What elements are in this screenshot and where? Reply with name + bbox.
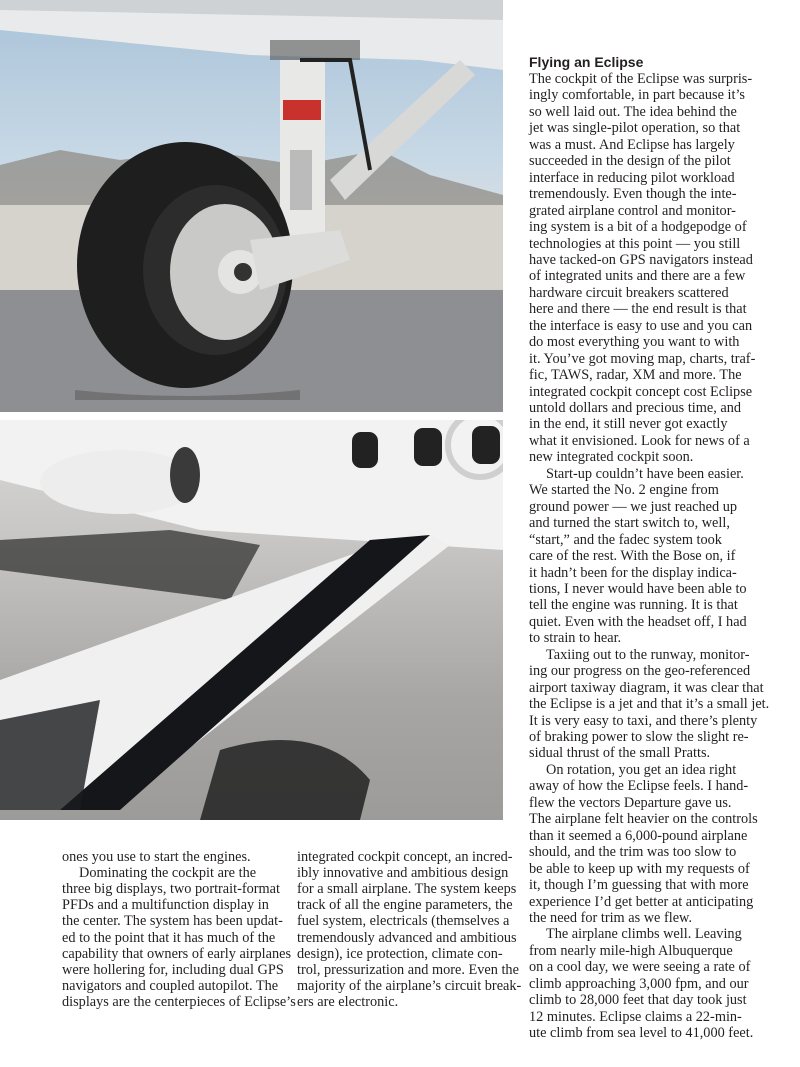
text-line: for a small airplane. The system keeps	[297, 881, 517, 898]
text-line: hardware circuit breakers scattered	[529, 284, 729, 301]
text-line: quiet. Even with the headset off, I had	[529, 613, 747, 630]
text-line: three big displays, two portrait-format	[62, 881, 280, 898]
text-line: so well laid out. The idea behind the	[529, 103, 737, 120]
text-line: flew the vectors Departure gave us.	[529, 794, 732, 811]
text-line: fic, TAWS, radar, XM and more. The	[529, 367, 742, 384]
landing-gear-photo	[0, 0, 503, 412]
paragraph-first-line: On rotation, you get an idea right	[546, 761, 737, 778]
text-line: have tacked-on GPS navigators instead	[529, 251, 753, 268]
text-line: integrated cockpit concept cost Eclipse	[529, 383, 753, 400]
text-line: in the end, it still never got exactly	[529, 416, 728, 433]
text-line: design), ice protection, climate con-	[297, 945, 503, 962]
text-line: The airplane felt heavier on the controls	[529, 811, 758, 828]
text-line: track of all the engine parameters, the	[297, 897, 513, 914]
text-line: here and there — the end result is that	[529, 301, 747, 318]
text-line: care of the rest. With the Bose on, if	[529, 548, 736, 565]
text-line: do most everything you want to with	[529, 334, 740, 351]
text-line: climb approaching 3,000 fpm, and our	[529, 975, 749, 992]
text-line: interface in reducing pilot workload	[529, 169, 735, 186]
paragraph-first-line: Start-up couldn’t have been easier.	[546, 465, 744, 482]
text-line: of integrated units and there are a few	[529, 268, 746, 285]
text-line: tions, I never would have been able to	[529, 580, 747, 597]
text-line: technologies at this point — you still	[529, 235, 741, 252]
text-line: climb to 28,000 feet that day took just	[529, 992, 747, 1009]
text-line: tell the engine was running. It is that	[529, 597, 738, 614]
text-line: sidual thrust of the small Pratts.	[529, 745, 711, 762]
landing-gear-illustration	[0, 0, 503, 412]
text-line: tremendously. Even though the inte-	[529, 186, 737, 203]
text-line: of braking power to slow the slight re-	[529, 729, 749, 745]
text-line: than it seemed a 6,000-pound airplane	[529, 827, 748, 844]
text-line: ingly comfortable, in part because it’s	[529, 87, 745, 104]
text-line: it, though I’m guessing that with more	[529, 877, 749, 894]
text-line: be able to keep up with my requests of	[529, 860, 750, 877]
text-line: ing our progress on the geo-referenced	[529, 663, 751, 680]
bottom-middle-article-column	[297, 849, 522, 1019]
text-line: PFDs and a multifunction display in	[62, 897, 269, 914]
text-line: were hollering for, including dual GPS	[62, 961, 284, 978]
wing-fuselage-photo	[0, 420, 503, 820]
text-line: the interface is easy to use and you can	[529, 317, 753, 334]
text-line: tremendously advanced and ambitious	[297, 929, 517, 946]
text-line: ute climb from sea level to 41,000 feet.	[529, 1025, 754, 1042]
text-line: ground power — we just reached up	[529, 498, 738, 515]
bottom-left-article-column	[62, 849, 296, 1019]
paragraph-first-line: integrated cockpit concept, an incred-	[297, 849, 513, 865]
text-line: was a must. And Eclipse has largely	[529, 136, 735, 153]
text-line: We started the No. 2 engine from	[529, 482, 719, 499]
text-line: the Eclipse is a jet and that it’s a small jet.	[529, 696, 770, 713]
section-heading: Flying an Eclipse	[529, 54, 644, 70]
text-line: it. You’ve got moving map, charts, traf-	[529, 350, 756, 367]
text-line: ing system is a bit of a hodgepodge of	[529, 219, 747, 236]
text-line: navigators and coupled autopilot. The	[62, 977, 279, 994]
text-line: to strain to hear.	[529, 630, 622, 647]
wing-illustration	[0, 420, 503, 820]
paragraph-first-line: The airplane climbs well. Leaving	[546, 926, 742, 943]
paragraph-first-line: Taxiing out to the runway, monitor-	[546, 646, 750, 663]
text-line: on a cool day, we were seeing a rate of	[529, 959, 751, 976]
text-line: jet was single-pilot operation, so that	[529, 120, 741, 137]
paragraph-first-line: Dominating the cockpit are the	[79, 865, 257, 882]
text-line: it hadn’t been for the display indica-	[529, 564, 737, 581]
text-line: the need for trim as we flew.	[529, 909, 693, 926]
text-line: grated airplane control and monitor-	[529, 202, 736, 219]
text-line: ed to the point that it has much of the	[62, 929, 276, 946]
text-line: 12 minutes. Eclipse claims a 22-min-	[529, 1008, 742, 1025]
text-line: untold dollars and precious time, and	[529, 400, 742, 416]
paragraph-first-line: ones you use to start the engines.	[62, 849, 251, 865]
text-line: new integrated cockpit soon.	[529, 449, 694, 466]
text-line: and turned the start switch to, well,	[529, 515, 730, 532]
text-line: experience I’d get better at anticipating	[529, 893, 754, 910]
text-line: ers are electronic.	[297, 993, 399, 1010]
text-line: ibly innovative and ambitious design	[297, 865, 509, 882]
text-line: the center. The system has been updat-	[62, 913, 283, 930]
text-line: should, and the trim was too slow to	[529, 844, 737, 861]
text-line: away of how the Eclipse feels. I hand-	[529, 778, 749, 795]
paragraph-first-line: The cockpit of the Eclipse was surpris-	[529, 71, 753, 87]
text-line: airport taxiway diagram, it was clear that	[529, 679, 764, 696]
text-line: It is very easy to taxi, and there’s plenty	[529, 712, 758, 729]
text-line: capability that owners of early airplanes	[62, 945, 292, 962]
text-line: what it envisioned. Look for news of a	[529, 432, 750, 449]
text-line: displays are the centerpieces of Eclipse’s	[62, 993, 296, 1010]
right-article-column	[529, 54, 794, 1042]
text-line: from nearly mile-high Albuquerque	[529, 942, 733, 959]
text-line: succeeded in the design of the pilot	[529, 153, 731, 170]
text-line: fuel system, electricals (themselves a	[297, 913, 510, 930]
text-line: majority of the airplane’s circuit break-	[297, 977, 522, 994]
text-line: “start,” and the fadec system took	[529, 531, 722, 548]
text-line: trol, pressurization and more. Even the	[297, 961, 519, 978]
